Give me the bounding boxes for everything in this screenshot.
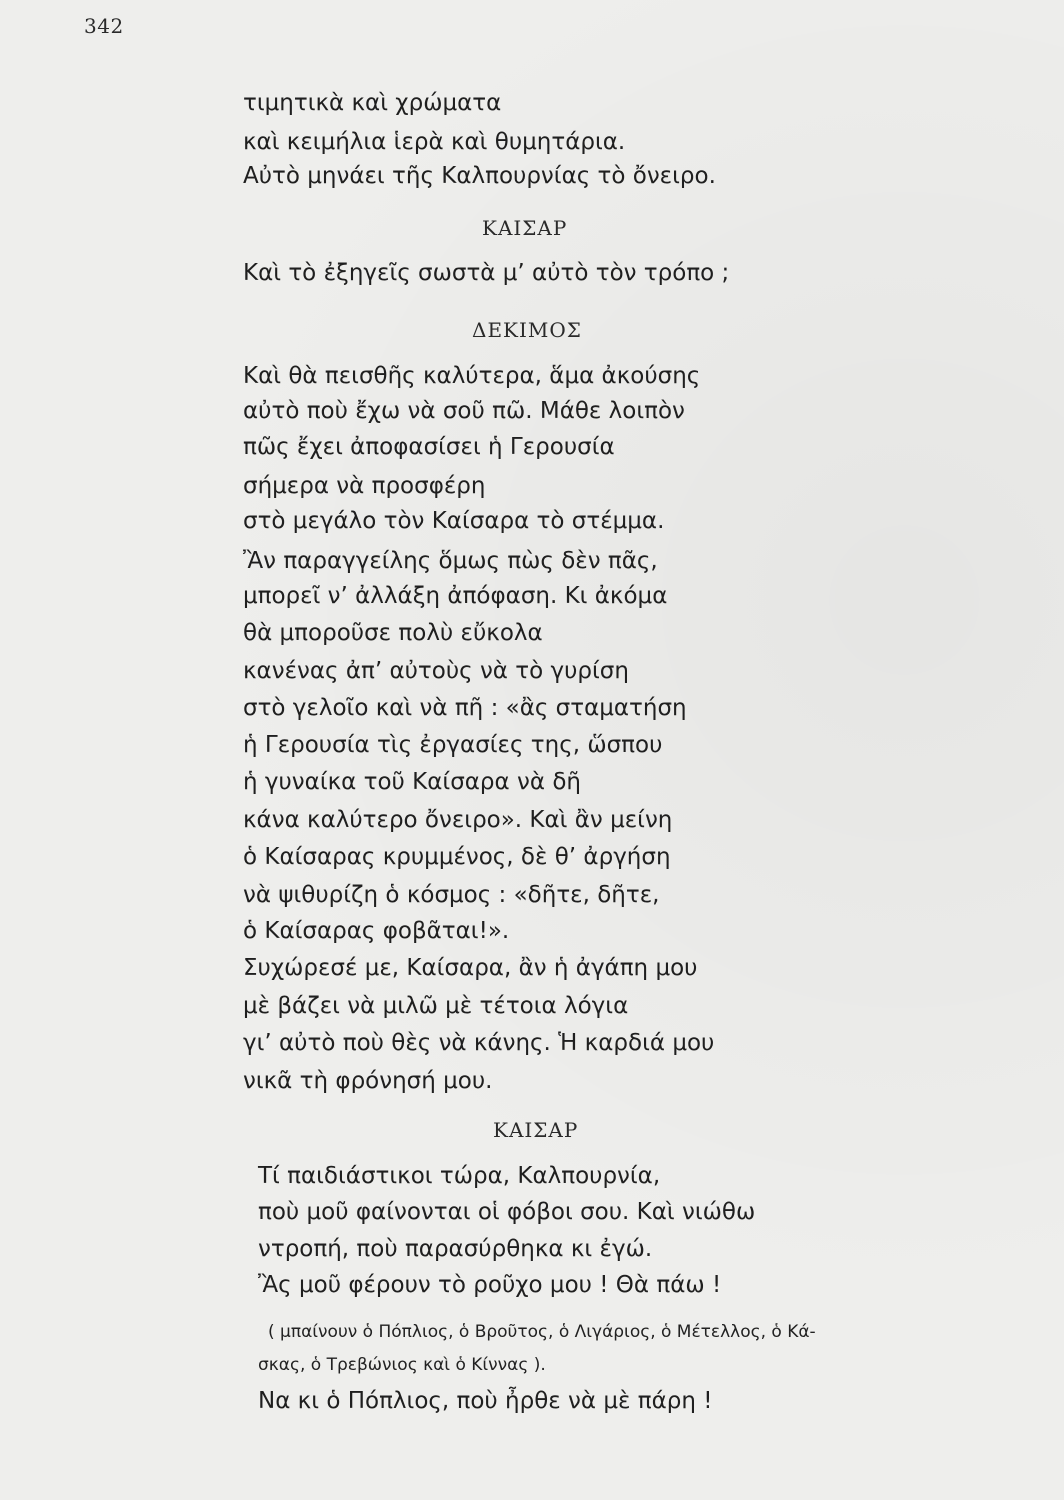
verse-line: σήμερα νὰ προσφέρη	[243, 473, 486, 499]
verse-line: αὐτὸ ποὺ ἔχω νὰ σοῦ πῶ. Μάθε λοιπὸν	[243, 398, 685, 424]
page-number: 342	[84, 14, 124, 38]
verse-line: τιμητικὰ καὶ χρώματα	[243, 90, 502, 116]
verse-line: ἡ γυναίκα τοῦ Καίσαρα νὰ δῆ	[243, 769, 581, 795]
verse-line: νὰ ψιθυρίζη ὁ κόσμος : «δῆτε, δῆτε,	[243, 882, 660, 908]
verse-line: Καὶ θὰ πεισθῆς καλύτερα, ἅμα ἀκούσης	[243, 363, 701, 389]
verse-line: ὁ Καίσαρας κρυμμένος, δὲ θ’ ἀργήση	[243, 844, 671, 870]
verse-line: ντροπή, ποὺ παρασύρθηκα κι ἐγώ.	[258, 1236, 653, 1262]
verse-line: Να κι ὁ Πόπλιος, ποὺ ἦρθε νὰ μὲ πάρη !	[258, 1388, 713, 1414]
stage-direction: ( μπαίνουν ὁ Πόπλιος, ὁ Βροῦτος, ὁ Λιγάριος, ὁ Μέτελλος, ὁ Κά-	[268, 1322, 816, 1342]
stage-direction: σκας, ὁ Τρεβώνιος καὶ ὁ Κίννας ).	[258, 1355, 546, 1375]
verse-line: στὸ μεγάλο τὸν Καίσαρα τὸ στέμμα.	[243, 508, 665, 534]
verse-line: γι’ αὐτὸ ποὺ θὲς νὰ κάνης. Ἡ καρδιά μου	[243, 1030, 715, 1056]
speaker-name: ΚΑΙΣΑΡ	[493, 1118, 579, 1142]
verse-line: Ἂς μοῦ φέρουν τὸ ροῦχο μου ! Θὰ πάω !	[258, 1272, 722, 1298]
speaker-name: ΚΑΙΣΑΡ	[482, 216, 568, 240]
verse-line: Τί παιδιάστικοι τώρα, Καλπουρνία,	[258, 1163, 661, 1189]
verse-line: μὲ βάζει νὰ μιλῶ μὲ τέτοια λόγια	[243, 993, 629, 1019]
verse-line: Καὶ τὸ ἐξηγεῖς σωστὰ μ’ αὐτὸ τὸν τρόπο ;	[243, 260, 730, 286]
verse-line: κάνα καλύτερο ὄνειρο». Καὶ ἂν μείνη	[243, 807, 673, 833]
verse-line: Αὐτὸ μηνάει τῆς Καλπουρνίας τὸ ὄνειρο.	[243, 163, 716, 189]
verse-line: ποὺ μοῦ φαίνονται οἱ φόβοι σου. Καὶ νιώθω	[258, 1199, 756, 1225]
verse-line: νικᾶ τὴ φρόνησή μου.	[243, 1068, 493, 1094]
verse-line: στὸ γελοῖο καὶ νὰ πῆ : «ἂς σταματήση	[243, 695, 687, 721]
verse-line: θὰ μποροῦσε πολὺ εὔκολα	[243, 620, 543, 646]
verse-line: Ἂν παραγγείλης ὅμως πὼς δὲν πᾶς,	[243, 548, 658, 574]
verse-line: πῶς ἔχει ἀποφασίσει ἡ Γερουσία	[243, 434, 615, 460]
verse-line: καὶ κειμήλια ἱερὰ καὶ θυμητάρια.	[243, 129, 626, 155]
verse-line: μπορεῖ ν’ ἀλλάξη ἀπόφαση. Κι ἀκόμα	[243, 583, 668, 609]
speaker-name: ΔΕΚΙΜΟΣ	[472, 318, 582, 342]
verse-line: ὁ Καίσαρας φοβᾶται!».	[243, 918, 510, 944]
verse-line: ἡ Γερουσία τὶς ἐργασίες της, ὥσπου	[243, 732, 663, 758]
verse-line: Συχώρεσέ με, Καίσαρα, ἂν ἡ ἀγάπη μου	[243, 955, 698, 981]
verse-line: κανένας ἀπ’ αὐτοὺς νὰ τὸ γυρίση	[243, 658, 629, 684]
